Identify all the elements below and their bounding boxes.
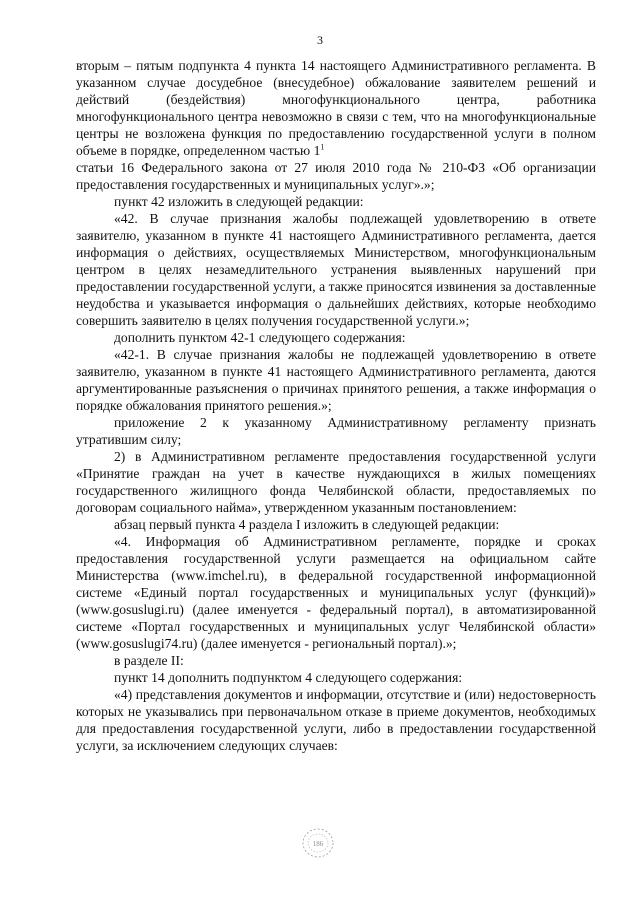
paragraph-7: приложение 2 к указанному Административному регламенту признать утратившим силу; xyxy=(76,415,596,447)
paragraph-1-text: вторым – пятым подпункта 4 пункта 14 настоящего Административного регламента. В указанном случае досудебное (внесудебное) обжалование заявителем решений и действий (бездействия) многофункционального центра, работника многофункционального центра невозможно в связи с тем, что на многофункциональные центры не возложена функция по предоставлению государственной услуги в полном объеме в порядке, определенном частью 1 xyxy=(76,58,596,158)
paragraph-8: 2) в Административном регламенте предоставления государственной услуги «Принятие граждан на учет в качестве нуждающихся в жилых помещениях государственного жилищного фонда Челябинской области, предоставляемых по договорам социального найма», утвержденном указанным постановлением: xyxy=(76,449,596,515)
paragraph-9: абзац первый пункта 4 раздела I изложить в следующей редакции: xyxy=(114,517,500,532)
paragraph-13: «4) представления документов и информации, отсутствие и (или) недостоверность которых не указывались при первоначальном отказе в приеме документов, необходимых для предоставления государственной услуги, либо в предоставлении государственной услуги, за исключением следующих случаев: xyxy=(76,687,596,753)
paragraph-5: дополнить пунктом 42-1 следующего содержания: xyxy=(114,330,406,345)
superscript: 1 xyxy=(320,142,325,152)
document-body xyxy=(76,57,596,754)
page-number: 3 xyxy=(317,33,323,47)
paragraph-2: статьи 16 Федерального закона от 27 июля 2010 года № 210-ФЗ «Об организации предоставления государственных и муниципальных услуг».»; xyxy=(76,160,596,192)
paragraph-11: в разделе II: xyxy=(114,653,184,668)
svg-text:186: 186 xyxy=(312,840,324,848)
paragraph-4: «42. В случае признания жалобы подлежащей удовлетворению в ответе заявителю, указанном в пункте 41 настоящего Административного регламента, дается информация о действиях, осуществляемых Министерством, многофункциональным центром в целях незамедлительного устранения выявленных нарушений при предоставлении государственной услуги, а также приносятся извинения за доставленные неудобства и указывается информация о дальнейших действиях, которые необходимо совершить заявителю в целях получения государственной услуги.»; xyxy=(76,211,596,328)
paragraph-10: «4. Информация об Административном регламенте, порядке и сроках предоставления государственной услуги размещается на официальном сайте Министерства (www.imchel.ru), в федеральной государственной информационной системе «Единый портал государственных и муниципальных услуг (функций)» (www.gosuslugi.ru) (далее именуется - федеральный портал), в автоматизированной системе «Портал государственных и муниципальных услуг Челябинской области» (www.gosuslugi74.ru) (далее именуется - региональный портал).»; xyxy=(76,534,596,651)
paragraph-6: «42-1. В случае признания жалобы не подлежащей удовлетворению в ответе заявителю, указанном в пункте 41 настоящего Административного регламента, даются аргументированные разъяснения о причинах принятого решения, а также информация о порядке обжалования принятого решения.»; xyxy=(76,347,596,413)
paragraph-3: пункт 42 изложить в следующей редакции: xyxy=(114,194,364,209)
stamp-seal xyxy=(300,826,336,860)
paragraph-1 xyxy=(76,57,596,159)
stamp-seal-icon xyxy=(301,827,335,859)
paragraph-12: пункт 14 дополнить подпунктом 4 следующего содержания: xyxy=(114,670,463,685)
